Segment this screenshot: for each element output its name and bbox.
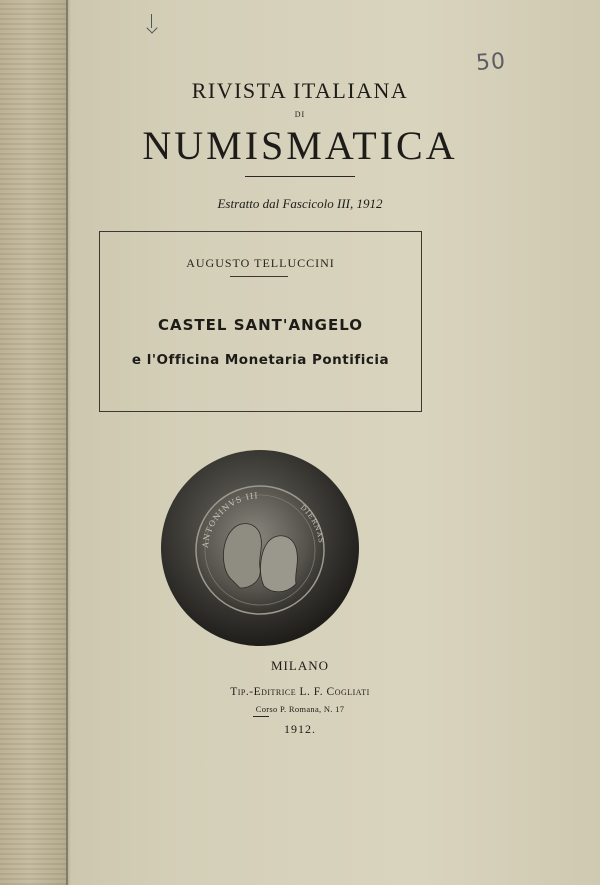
journal-name: RIVISTA ITALIANA xyxy=(191,78,409,103)
work-title: CASTEL SANT'ANGELO xyxy=(158,316,363,334)
pencil-arrow-icon xyxy=(150,14,154,30)
book-spine xyxy=(0,0,68,885)
extract-note: Estratto dal Fascicolo III, 1912 xyxy=(217,196,383,211)
imprint-publisher: Tip.-Editrice L. F. Cogliati xyxy=(230,686,370,698)
imprint-divider xyxy=(253,716,269,717)
imprint-city: MILANO xyxy=(271,658,329,673)
title-frame xyxy=(99,231,422,412)
imprint-address: Corso P. Romana, N. 17 xyxy=(255,704,345,714)
medal-inscription-top: ANTONINVS III xyxy=(200,491,259,549)
pencil-number: 50 xyxy=(475,48,507,77)
work-subtitle: e l'Officina Monetaria Pontificia xyxy=(131,352,390,368)
medal-inscription-right: DIERNAS xyxy=(298,503,326,545)
medal-photo xyxy=(160,448,360,648)
title-divider xyxy=(245,176,355,177)
author-divider xyxy=(230,276,288,277)
author-name: AUGUSTO TELLUCCINI xyxy=(186,256,335,270)
journal-conjunction: DI xyxy=(294,110,306,119)
medal-illustration xyxy=(160,448,360,648)
imprint-year: 1912. xyxy=(284,722,316,736)
journal-title: NUMISMATICA xyxy=(142,123,458,168)
portrait-right xyxy=(261,536,298,592)
